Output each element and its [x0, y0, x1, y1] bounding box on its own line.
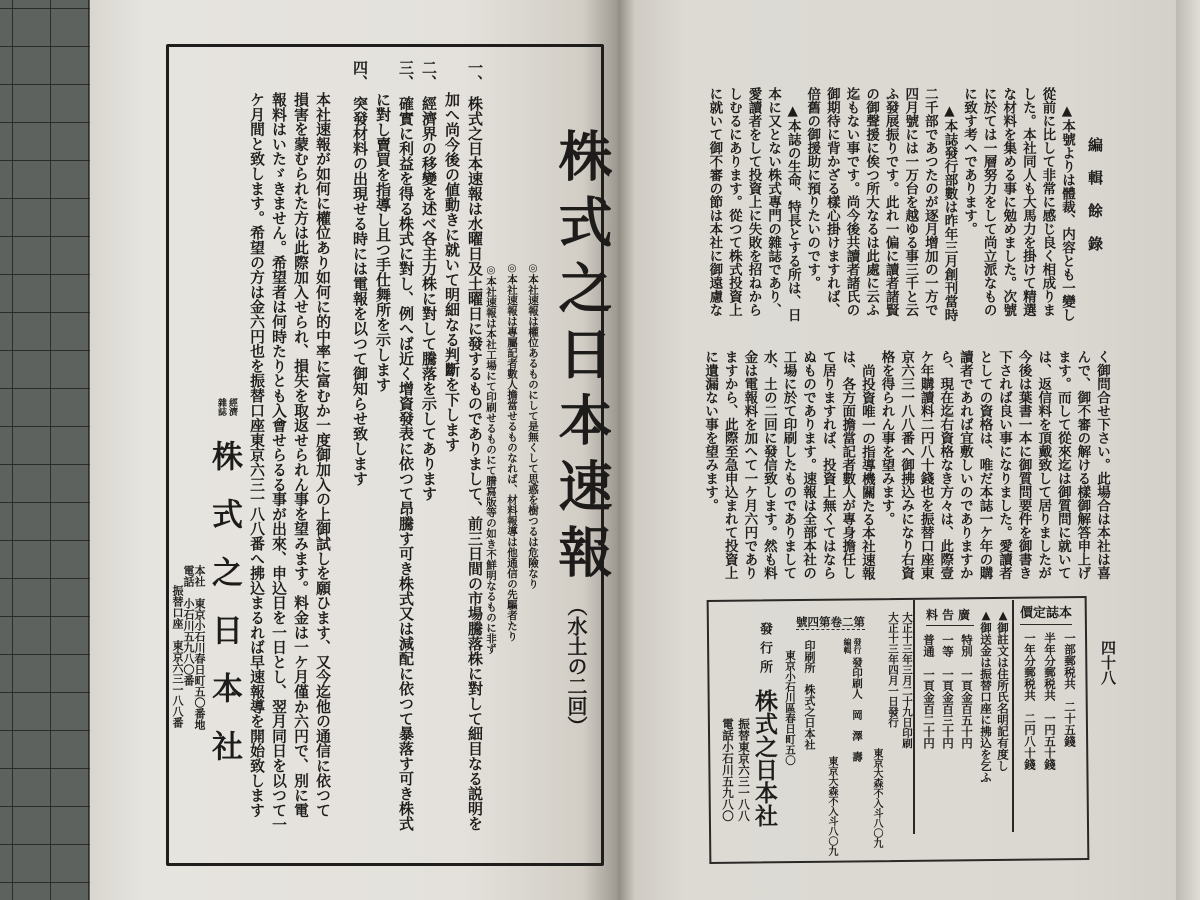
text-column: 倍舊の御援助に預りたいのです。 [804, 87, 821, 290]
text-column: な材料を集める事に勉めました。次號 [1000, 87, 1017, 317]
editorial-header: 編輯餘錄 [1086, 137, 1104, 269]
item-text: 確實に利益を得る株式に對し、例へば近く增資發表に依つて昂騰す可き株式又は減配に依つて暴落す可き株式 [397, 96, 415, 831]
ad-rate-header: 廣告料 [926, 609, 974, 626]
text-column: に就いて御不審の節は本社に御遠慮な [706, 87, 723, 317]
printer: 印刷所 株式之日本社 [803, 640, 816, 750]
publisher-label: 發行所 [757, 622, 772, 679]
ad-rate-row: 普通 一頁金百二十円 [922, 634, 936, 749]
text-column: 迄もない事です。尚今後共讀者諸氏の [843, 87, 860, 317]
text-column: に致す考へであります。 [961, 87, 978, 236]
item-text: 經濟界の移變を述べ各主力株に對して騰落を示してあります [420, 96, 438, 501]
text-column: 金は電報料を加へて一ケ月六円であり [741, 350, 758, 580]
text-column: 本に又とない株式專門の雜誌であり、 [765, 87, 782, 317]
publisher-name: 株式之日本社 [751, 689, 778, 827]
publisher-transfer: 振替東京六三一八八 [737, 718, 751, 822]
editorial-lower-block [697, 350, 1108, 580]
text-column: 御期待に背かざる樣心掛けますれば、 [823, 87, 840, 317]
text-column: した。本社同人も大馬力を掛けて精選 [1019, 87, 1036, 317]
ad-item-4 [345, 60, 367, 486]
text-column: ふ發展振りです。此れ一偏に讀者諸賢 [882, 87, 899, 317]
text-column: に於ては一層努力をして尚立派なもの [980, 87, 997, 317]
item-text: 突發材料の出現せる時には電報を以つて御知らせ致します [351, 96, 369, 486]
text-column: は、各方面擔當記者數人が專身擔任し [839, 350, 856, 580]
text-column: んで、御不審の解ける樣御解答申上げ [1074, 350, 1091, 580]
ad-item-3 [391, 60, 413, 831]
signature-transfer: 振替口座 東京六三一八八番 [171, 585, 184, 728]
ad-subtitle: （水土の二回） [564, 596, 588, 736]
printer-address: 東京大森不入斗八〇九 [826, 756, 837, 856]
ad-paragraph-line: 損害を蒙むられた方は此際加入せられ、損失を取返せられん事を望みます。料金は一ケ月僅か六円で、別に電 [292, 92, 309, 818]
text-column: 尚投資唯一の指導機關たる本社速報 [858, 364, 875, 580]
text-column: 今後は葉書一本に御質問要件を御書き [1015, 350, 1032, 580]
text-column: 下されば良い事になりました。愛讀者 [996, 350, 1013, 580]
signature-company: 株式之日本社 [206, 440, 242, 788]
item-number: 四、 [351, 60, 369, 90]
text-column: ▲本誌の生命、特長とする所は、日 [784, 103, 801, 322]
text-column: 京六三一八八番へ御拂込みになり右資 [898, 350, 915, 580]
text-column: ケ年購讀料二円八十錢也を振替口座東 [917, 350, 934, 580]
ad-item-1-continued: 加へ尚今後の値動きに就いて明細なる判斷を下します [443, 92, 461, 452]
signature-kind: 雜誌 [216, 398, 226, 416]
editorial-upper-block [701, 87, 1073, 322]
printed-date: 大正十三年三月二十九日印刷 [901, 612, 913, 749]
price-row: 半年分郵税共 一円五十錢 [1043, 632, 1057, 770]
text-column: 從前に比して非常に感じ良く相成りま [1039, 87, 1056, 317]
signature-kind: 經濟 [227, 398, 237, 416]
text-column: ら、現在迄右資格なき方々は、此際壹 [937, 350, 954, 580]
text-column: 格を得られん事を望みます。 [878, 350, 895, 526]
text-column: 愛讀者をして投資上に失敗を招ねから [745, 87, 762, 317]
editor-label: 編輯 [843, 638, 853, 654]
item-number: 一、 [466, 60, 484, 90]
text-column: 四月號には一万台を越ゆる事三千と云 [902, 87, 919, 317]
text-column: としての資格は、唯だ本誌一ケ年の購 [976, 350, 993, 580]
cutting-mat-background [0, 0, 100, 900]
page-edge [1176, 0, 1200, 900]
price-row: 一年分郵税共 二円八十錢 [1023, 632, 1037, 770]
text-column: は、返信料を頂戴致して居りましたが [1035, 350, 1052, 580]
publisher-phone: 電話小石川五九八〇 [721, 718, 735, 822]
ad-note: ◎本社速報は專屬記者數人擔當せるものなれば、材料報導は他通信の先驅者たり [506, 262, 518, 642]
text-column: 二千部であつたのが逐月增加の一方で [921, 87, 938, 317]
printer-location: 東京小石川區春日町五〇 [784, 650, 796, 766]
ad-item-3-continued: に對し賣買を指導し且つ手仕舞所を示します [374, 92, 392, 392]
signature-address: 本社 東京小石川春日町五〇番地 [193, 565, 206, 730]
ad-item-2 [414, 60, 436, 501]
text-column: ますから、此際至急申込まれて投資上 [721, 350, 738, 580]
text-column: 工場に於て印刷したものでありまして [780, 350, 797, 580]
ad-note: ◎本社速報は本社工場にて印刷せるものにて謄寫版等の如き不鮮明なるものに非ず [485, 264, 497, 654]
text-column: ▲本號よりは體裁、内容とも一變し [1059, 103, 1075, 322]
publisher-block [750, 622, 776, 827]
text-column: 水、土の二回に發信致します。然も料 [760, 350, 777, 580]
volume-number: 第二卷第四號 [796, 615, 865, 629]
text-column: 讀者であれば宜敷しいのでありますか [956, 350, 973, 580]
text-column: の御聲援に俟つ所大なるは此處に云ふ [863, 87, 880, 317]
ad-paragraph-line: 報料はいたゞきません。希望者は何時たりとも入會せらるる事が出來、申込日を一日とし、翌月同日を以つて一 [270, 92, 287, 832]
text-column: しむるにあります。從つて株式投資上 [725, 87, 742, 317]
price-row: 一部郵税共 二十五錢 [1063, 632, 1077, 747]
ad-rate-row: 特別 一頁金百五十円 [960, 634, 974, 749]
page-number: 四十八 [1099, 640, 1117, 685]
ad-title: 株式之日本速報 [550, 128, 613, 590]
price-header: 本誌定價 [1020, 607, 1072, 625]
text-column: ▲本誌發行部數は昨年三月創刊當時 [941, 103, 958, 322]
ad-note: ◎本社速報は權位あるものにして是無くして思惑を樹つるは危險なり [527, 262, 539, 589]
signature-phone: 電話 小石川五九八〇番 [182, 565, 195, 686]
editor-label: 發行 [853, 638, 863, 654]
text-column: て居りますれば、投資上無くてはなら [819, 350, 836, 580]
item-text: 株式之日本速報は水曜日及土曜日に發するものでありまして、前三日間の市場騰落株に對して細目なる説明を [466, 96, 484, 831]
ad-paragraph-line: 本社速報が如何に權位あり如何に的中率に富むか一度御加入の上御試しを願ひます、又今迄他の通信に依つて [314, 92, 331, 818]
issued-date: 大正十三年四月一日發行 [887, 612, 899, 728]
editor-name: 發印刷人 岡 澤 壽 [851, 657, 863, 762]
colophon-divider [913, 600, 915, 834]
text-column: く御問合せ下さい。此場合は本社は喜 [1094, 350, 1110, 580]
order-note: ▲御註文は住所氏名明記有度し [996, 608, 1010, 772]
ad-paragraph-line: ケ月間と致します。希望の方は金六円也を振替口座東京六三一八八番へ拂込まるれば早速報導を開始致します [248, 92, 265, 818]
item-number: 三、 [397, 60, 415, 90]
text-column: に遺漏ない事を望みます。 [702, 350, 719, 512]
colophon-divider [1012, 600, 1014, 832]
text-column: ぬものであります。速報は全部本社の [800, 350, 817, 580]
remittance-note: ▲御送金は振替口座に拂込を乞ふ [979, 608, 993, 783]
text-column: ます。而して從來迄は御質問に就いて [1054, 350, 1071, 580]
ad-item-1 [460, 60, 482, 831]
editor-address: 東京大森不入斗八〇九 [871, 748, 882, 848]
ad-rate-row: 一等 一頁金百三十円 [941, 634, 955, 749]
item-number: 二、 [420, 60, 438, 90]
